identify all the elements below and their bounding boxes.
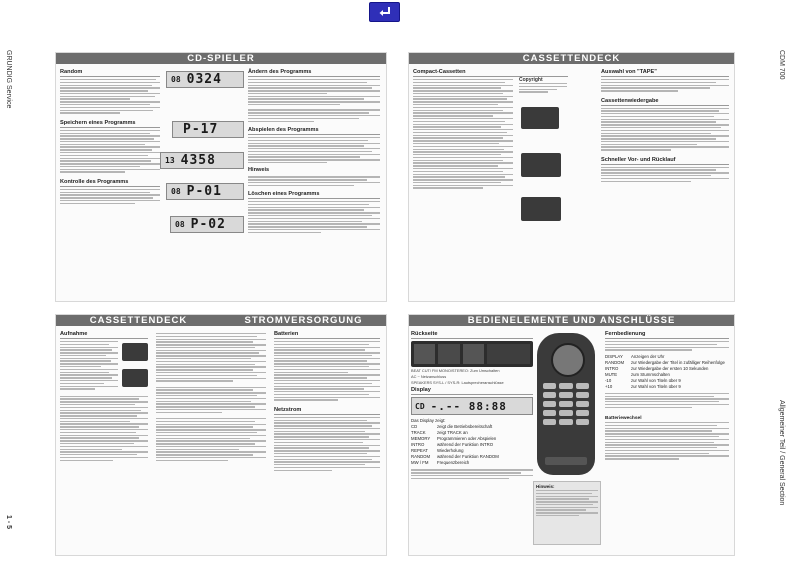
section-heading: Batterien (274, 331, 380, 339)
display-diagram: CD -.-- 88:88 (411, 397, 533, 415)
remote-legend: DISPLAY Anzeigen der Uhr RANDOM zur Wiedergabe der Titel in zufälliger Reihenfolge INTRO zur Wiedergabe der ersten 10 Sekunden MUTE zum Stummschalten -10 zur Wahl von Titeln über 9 +10 zur Wahl von Titeln über 9 (605, 353, 725, 389)
text-block (274, 417, 380, 471)
text-block (605, 393, 729, 408)
section-heading: Kontrolle des Programms (60, 179, 160, 187)
cassette-image (521, 153, 561, 177)
text-block (60, 396, 148, 461)
page-title: CASSETTENDECK (409, 53, 734, 64)
section-heading: Abspielen des Programms (248, 127, 380, 135)
side-label-right-top: CDM 700 (778, 50, 785, 80)
section-heading: Compact-Cassetten (413, 69, 568, 77)
page-title-left: CASSETTENDECK (89, 315, 188, 326)
text-block (274, 341, 380, 401)
text-block (605, 341, 729, 351)
page-title (56, 315, 386, 326)
text-block (60, 79, 160, 114)
text-block (156, 418, 266, 461)
section-heading: Löschen eines Programms (248, 191, 380, 199)
lcd-display: 08 0324 (166, 71, 244, 88)
section-heading: Auswahl von "TAPE" (601, 69, 729, 77)
section-heading: Batteriewechsel (605, 416, 642, 422)
section-heading: Netzstrom (274, 407, 380, 415)
side-label-left-top: GRUNDIG Service (5, 50, 12, 109)
text-block (411, 469, 533, 479)
section-heading: Ändern des Programms (248, 69, 380, 77)
page-title-right: STROMVERSORGUNG (244, 315, 363, 326)
page-controls (408, 314, 735, 556)
text-block (601, 79, 729, 92)
page-recording-power (55, 314, 387, 556)
cassette-image (122, 369, 148, 387)
text-block (601, 167, 729, 182)
text-block (605, 422, 729, 460)
section-heading: Random (60, 69, 160, 77)
section-heading: Schneller Vor- und Rücklauf (601, 157, 729, 165)
page-number-left: 1 - 5 (5, 515, 12, 530)
text-block (60, 341, 118, 390)
remote-control-image (537, 333, 595, 475)
lcd-display: P-17 (172, 121, 244, 138)
display-legend: Das Display zeigt: CD zeigt die Betriebsbereitschaft TRACK zeigt TRACK an MEMORY Programmieren oder Abspielen INTRO während der Funktion INTRO REPEAT Wiederholung RANDOM während der Funktion RANDOM MW / FM Frequenzbereich (411, 418, 499, 466)
text-block (248, 79, 380, 105)
back-panel-image (411, 341, 533, 367)
text-block (601, 108, 729, 151)
section-heading: Aufnahme (60, 331, 148, 339)
text-block (248, 137, 380, 163)
section-heading: Hinweis (248, 167, 270, 174)
section-heading: Fernbedienung (605, 331, 729, 339)
text-block (156, 333, 266, 382)
section-heading: Display (411, 387, 533, 395)
page-title: BEDIENELEMENTE UND ANSCHLÜSSE (409, 315, 734, 326)
section-heading: Cassettenwiedergabe (601, 98, 729, 106)
page-cd-player (55, 52, 387, 302)
back-button[interactable] (369, 2, 400, 22)
section-heading: Speichern eines Programms (60, 120, 160, 128)
text-block (60, 130, 160, 173)
text-block (156, 387, 266, 413)
side-label-right-bottom: Allgemeiner Teil / General Section (778, 400, 785, 506)
copyright-title: Copyright (519, 77, 543, 83)
lcd-display: 13 4358 (160, 152, 244, 169)
text-block (248, 201, 380, 233)
back-panel-labels: BEAT CUT/ FM MONO/STEREO: Zum Umschalten AC ~ Netzanschluss SPEAKERS SYS-L / SYS-R: Lautsprecheranschlüsse (411, 368, 504, 385)
return-arrow-icon (377, 6, 393, 18)
text-block (248, 109, 380, 122)
cassette-image (122, 343, 148, 361)
page-title: CD-SPIELER (56, 53, 386, 64)
lcd-display: 08 P-01 (166, 183, 244, 200)
text-block (519, 83, 567, 93)
text-block (248, 176, 380, 186)
text-block (413, 79, 513, 189)
section-heading: Rückseite (411, 331, 533, 339)
lcd-display: 08 P-02 (170, 216, 244, 233)
cassette-image (521, 197, 561, 221)
note-box: Hinweis: (533, 481, 601, 545)
page-cassette-deck (408, 52, 735, 302)
cassette-image (521, 107, 559, 129)
text-block (60, 189, 160, 204)
